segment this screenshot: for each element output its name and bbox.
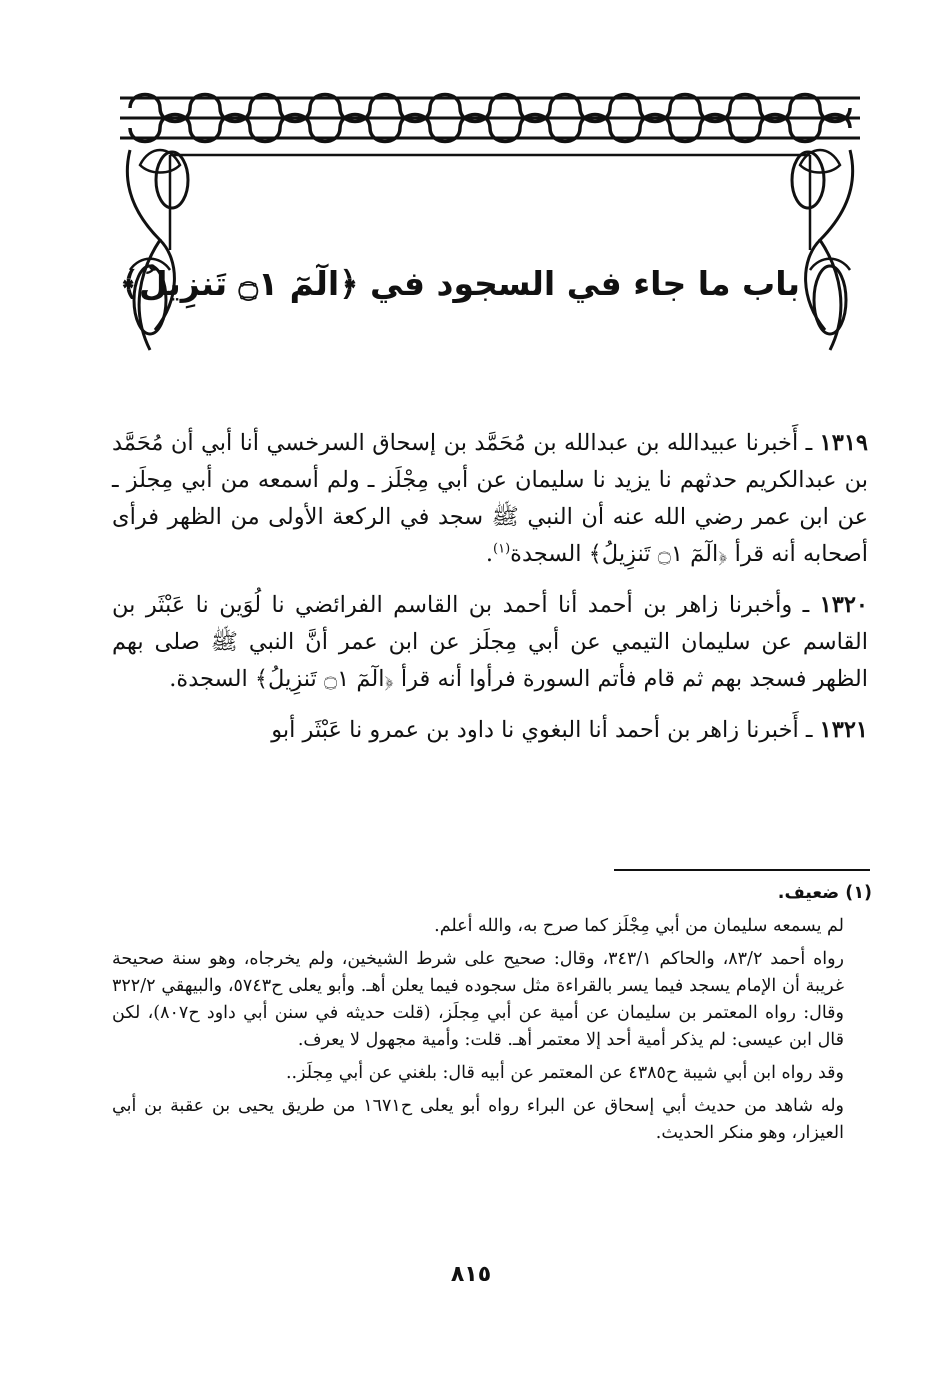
hadith-number: ١٣١٩ xyxy=(819,430,868,456)
page-number: ٨١٥ xyxy=(450,1262,492,1287)
hadith-body xyxy=(112,425,868,763)
chapter-title: باب ما جاء في السجود في ﴿الٓمٓ ۝١ تَنزِيلُ﴾ xyxy=(119,264,800,303)
footnote-paragraph: وله شاهد من حديث أبي إسحاق عن البراء رواه أبو يعلى ح١٦٧١ من طريق يحيى بن عقبة بن أبي العيزار، وهو منكر الحديث. xyxy=(112,1096,844,1143)
hadith-text: ـ أَخبرنا زاهر بن أحمد أنا البغوي نا داود بن عمرو نا عَبْثَر أبو xyxy=(271,717,813,743)
hadith-1321 xyxy=(112,712,868,749)
footnote-paragraph: وقد رواه ابن أبي شيبة ح٤٣٨٥ عن المعتمر عن أبيه قال: بلغني عن أبي مِجلَز.. xyxy=(285,1063,844,1083)
footnotes xyxy=(112,880,872,1153)
hadith-1320 xyxy=(112,587,868,698)
hadith-text: ـ وأخبرنا زاهر بن أحمد أنا أحمد بن القاسم الفرائضي نا لُوَين نا عَبْثَر بن القاسم عن سليمان التيمي عن أبي مِجلَز عن ابن عمر أنَّ النبي ﷺ صلى بهم الظهر فسجد بهم ثم قام فأتم السورة فرأوا أنه قرأ ﴿الٓمٓ ۝١ تَنزِيلُ﴾ السجدة. xyxy=(112,592,868,692)
footnote-paragraph: رواه أحمد ٨٣/٢، والحاكم ٣٤٣/١، وقال: صحيح على شرط الشيخين، ولم يخرجاه، وهو سنة صحيحة غريبة أن الإمام يسجد فيما يسر بالقراءة مثل سجوده فيما يعلن أهـ. وأبو يعلى ح٥٧٤٣، والبيهقي ٣٢٢/٢ وقال: رواه المعتمر بن سليمان عن أمية عن أبي مِجلَز، (قلت حديثه في سنن أبي داود ح٨٠٧)، لكن قال ابن عيسى: لم يذكر أمية أحد إلا معتمر أهـ. قلت: وأمية مجهول لا يعرف. xyxy=(112,949,845,1050)
hadith-number: ١٣٢١ xyxy=(819,717,868,743)
hadith-text: ـ أَخبرنا عبيدالله بن عبدالله بن مُحَمَّد بن إسحاق السرخسي أنا أبي أن مُحَمَّد بن عبدالكريم حدثهم نا يزيد نا سليمان عن أبي مِجْلَز ـ ولم أسمعه من أبي مِجلَز ـ عن ابن عمر رضي الله عنه أن النبي ﷺ سجد في الركعة الأولى من الظهر فرأى أصحابه أنه قرأ ﴿الٓمٓ ۝١ تَنزِيلُ﴾ السجدة xyxy=(112,430,868,567)
ornamental-frame-icon xyxy=(110,70,870,360)
footnote-divider xyxy=(614,869,870,871)
footnote-paragraph: لم يسمعه سليمان من أبي مِجْلَز كما صرح به، والله أعلم. xyxy=(434,916,844,936)
footnote-heading: (١) ضعيف. xyxy=(777,883,872,903)
hadith-number: ١٣٢٠ xyxy=(819,592,868,618)
footnote-reference[interactable]: (١) xyxy=(493,541,511,557)
hadith-1319: ١٣١٩ ـ أَخبرنا عبيدالله بن عبدالله بن مُحَمَّد بن إسحاق السرخسي أنا أبي أن مُحَمَّد بن عبدالكريم حدثهم نا يزيد نا سليمان عن أبي مِجْلَز ـ ولم أسمعه من أبي مِجلَز ـ عن ابن عمر رضي الله عنه أن النبي ﷺ سجد في الركعة الأولى من الظهر فرأى أصحابه أنه قرأ ﴿الٓمٓ ۝١ تَنزِيلُ﴾ السجدة$^{(١)}$. xyxy=(112,430,868,567)
